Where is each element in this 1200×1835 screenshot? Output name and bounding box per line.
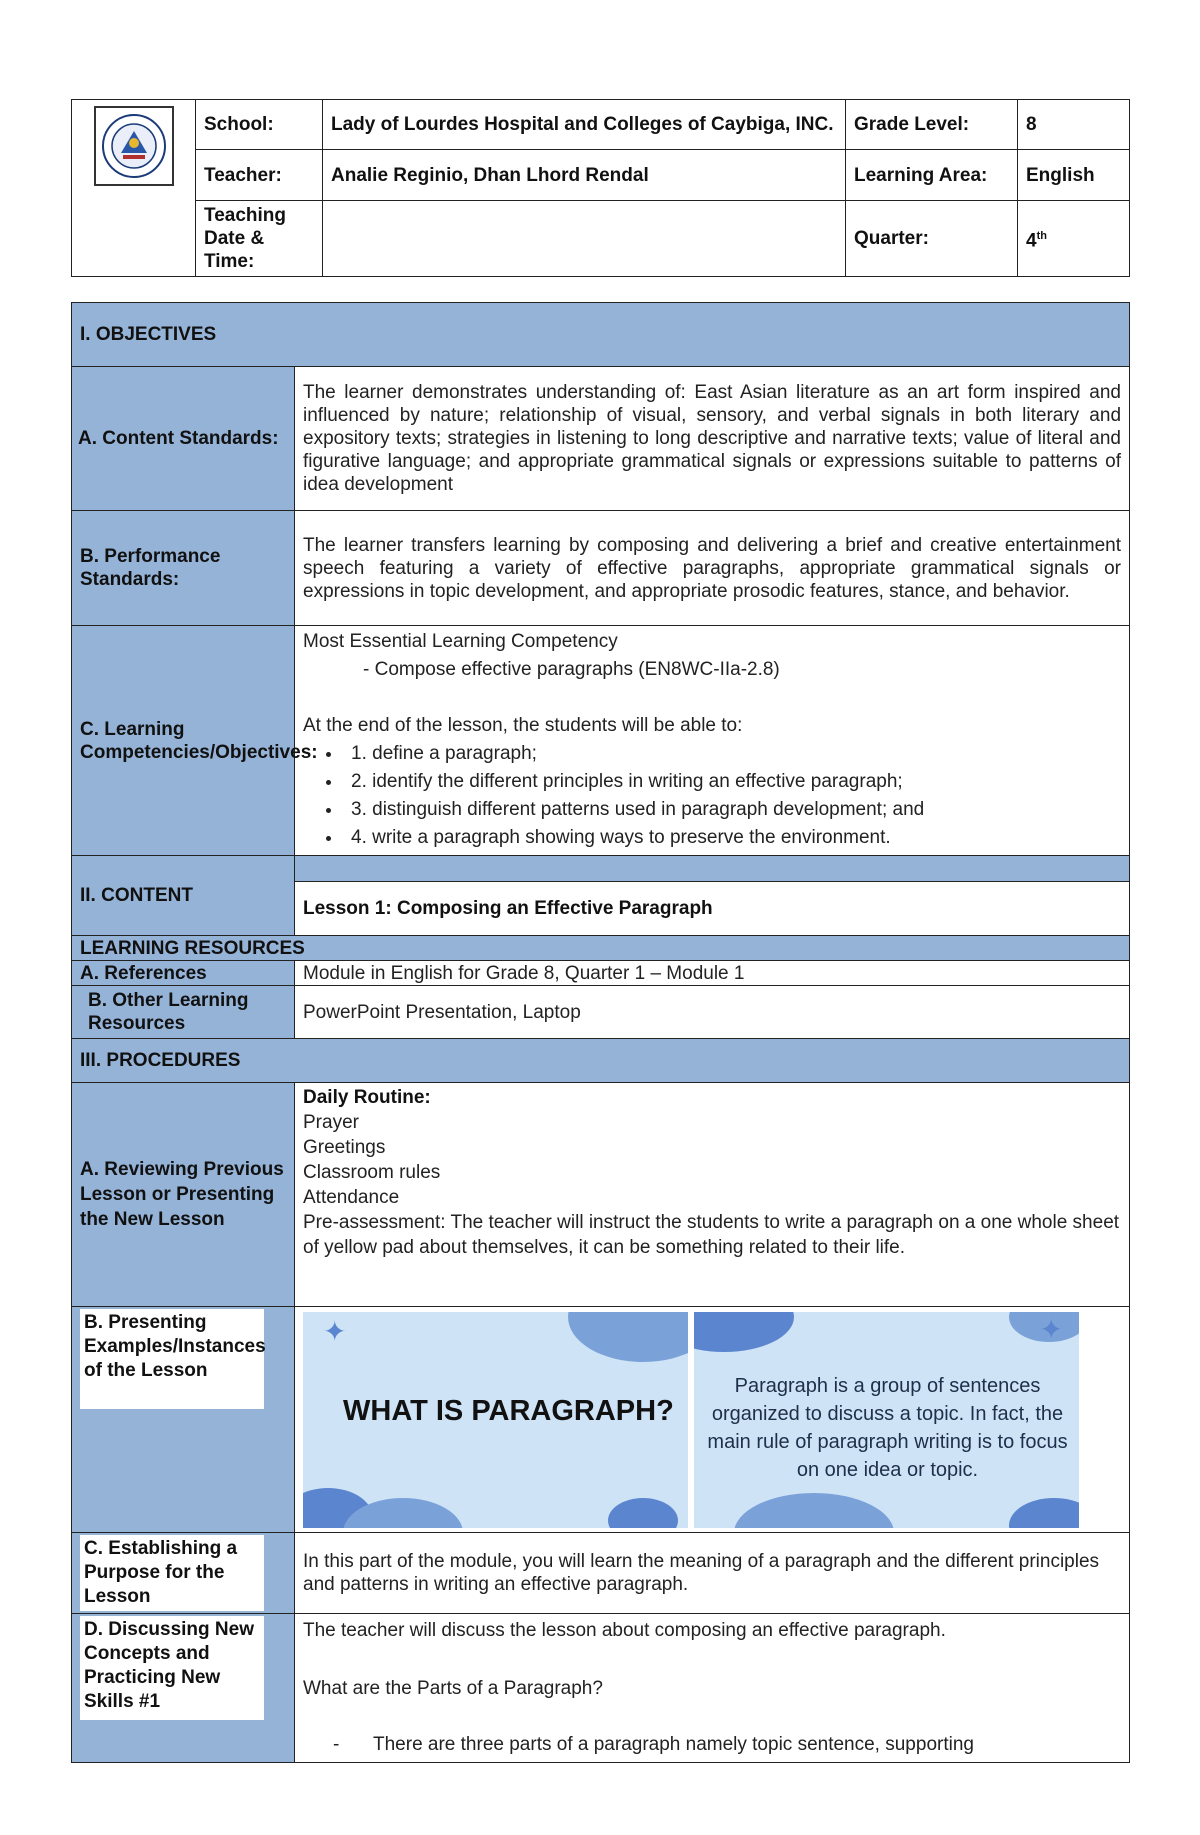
seal-cell [72,100,196,277]
other-resources-value: PowerPoint Presentation, Laptop [295,986,1130,1039]
discussion-text: There are three parts of a paragraph namely topic sentence, supporting [373,1734,974,1755]
sparkle-icon: ✦ [1039,1313,1063,1345]
competency-heading: Most Essential Learning Competency [303,631,618,652]
presenting-label: B. Presenting Examples/Instances of the Lesson [80,1309,264,1409]
lesson-plan-table [71,302,1130,1763]
learning-area-label: Learning Area: [846,150,1018,201]
references-value: Module in English for Grade 8, Quarter 1 – Module 1 [295,961,1130,986]
teaching-date-value [323,201,846,277]
slide-text: Paragraph is a group of sentences organized to discuss a topic. In fact, the main rule of paragraph writing is to focus on one idea or topic. [707,1374,1068,1481]
competencies-cell [295,626,1130,856]
quarter-label: Quarter: [846,201,1018,277]
content-standards-text: The learner demonstrates understanding of: East Asian literature as an art form inspired and influenced by nature; relationship of visual, sensory, and verbal signals in both literary and expository texts; strategies in listening to long descriptive and narrative texts; value of literal and figurative language; and appropriate grammatical signals or expressions suitable to patterns of idea development [295,367,1130,511]
list-item: • 1. define a paragraph; [343,740,1121,768]
other-resources-label: B. Other Learning Resources [72,986,295,1039]
content-heading: II. CONTENT [72,856,295,936]
procedures-heading: III. PROCEDURES [72,1039,1130,1083]
list-item: • 4. write a paragraph showing ways to preserve the environment. [343,824,1121,852]
presenting-label-cell [72,1307,295,1533]
competency-item: - Compose effective paragraphs (EN8WC-IIa-2.8) [363,659,780,680]
list-item: • 2. identify the different principles in writing an effective paragraph; [343,768,1121,796]
routine-item: Greetings [303,1137,386,1158]
reviewing-cell [295,1083,1130,1307]
purpose-label-cell [72,1533,295,1614]
slide-title: WHAT IS PARAGRAPH? [343,1394,674,1427]
content-standards-label: A. Content Standards: [72,367,295,511]
pre-assessment-text: Pre-assessment: The teacher will instruct the students to write a paragraph on a one whole sheet of yellow pad about themselves, it can be something related to their life. [303,1212,1120,1258]
school-value: Lady of Lourdes Hospital and Colleges of Caybiga, INC. [323,100,846,150]
slides-cell [295,1307,1130,1533]
discussion-intro: The teacher will discuss the lesson about composing an effective paragraph. [303,1620,946,1641]
sparkle-icon: ✦ [323,1315,347,1347]
objectives-heading: I. OBJECTIVES [72,303,1130,367]
competency-list [303,740,1121,852]
list-item: • 3. distinguish different patterns used in paragraph development; and [343,796,1121,824]
performance-standards-text: The learner transfers learning by composing and delivering a brief and creative entertainment speech featuring a variety of effective paragraphs, appropriate grammatical signals or expressions in topic development, and appropriate prosodic features, stance, and behavior. [295,511,1130,626]
purpose-label: C. Establishing a Purpose for the Lesson [80,1535,264,1611]
teacher-label: Teacher: [196,150,323,201]
header-table [71,99,1130,277]
content-blank-cell [295,856,1130,882]
discussion-question: What are the Parts of a Paragraph? [303,1678,603,1699]
discussing-label-cell [72,1614,295,1763]
daily-routine-title: Daily Routine: [303,1087,431,1108]
purpose-text: In this part of the module, you will learn the meaning of a paragraph and the different principles and patterns in writing an effective paragraph. [295,1533,1130,1614]
discussing-cell [295,1614,1130,1763]
discussing-label: D. Discussing New Concepts and Practicing New Skills #1 [80,1616,264,1720]
teaching-date-label: Teaching Date & Time: [196,201,323,277]
learning-resources-heading: LEARNING RESOURCES [72,936,1130,961]
routine-item: Classroom rules [303,1162,441,1183]
lesson-title: Lesson 1: Composing an Effective Paragraph [295,882,1130,936]
discussion-bullet: - There are three parts of a paragraph namely topic sentence, supporting [303,1730,1121,1759]
reviewing-label: A. Reviewing Previous Lesson or Presenting the New Lesson [72,1083,295,1307]
competency-intro: At the end of the lesson, the students will be able to: [303,715,743,736]
slide-paragraph-definition [694,1312,1079,1528]
deped-seal-icon [94,106,174,186]
grade-level-label: Grade Level: [846,100,1018,150]
references-label: A. References [72,961,295,986]
grade-level-value: 8 [1018,100,1130,150]
performance-standards-label: B. Performance Standards: [72,511,295,626]
competencies-label: C. Learning Competencies/Objectives: [72,626,295,856]
routine-item: Attendance [303,1187,400,1208]
quarter-value: 4th [1018,201,1130,277]
teacher-value: Analie Reginio, Dhan Lhord Rendal [323,150,846,201]
learning-area-value: English [1018,150,1130,201]
school-label: School: [196,100,323,150]
slide-what-is-paragraph [303,1312,688,1528]
slides-row [303,1310,1121,1530]
routine-item: Prayer [303,1112,359,1133]
